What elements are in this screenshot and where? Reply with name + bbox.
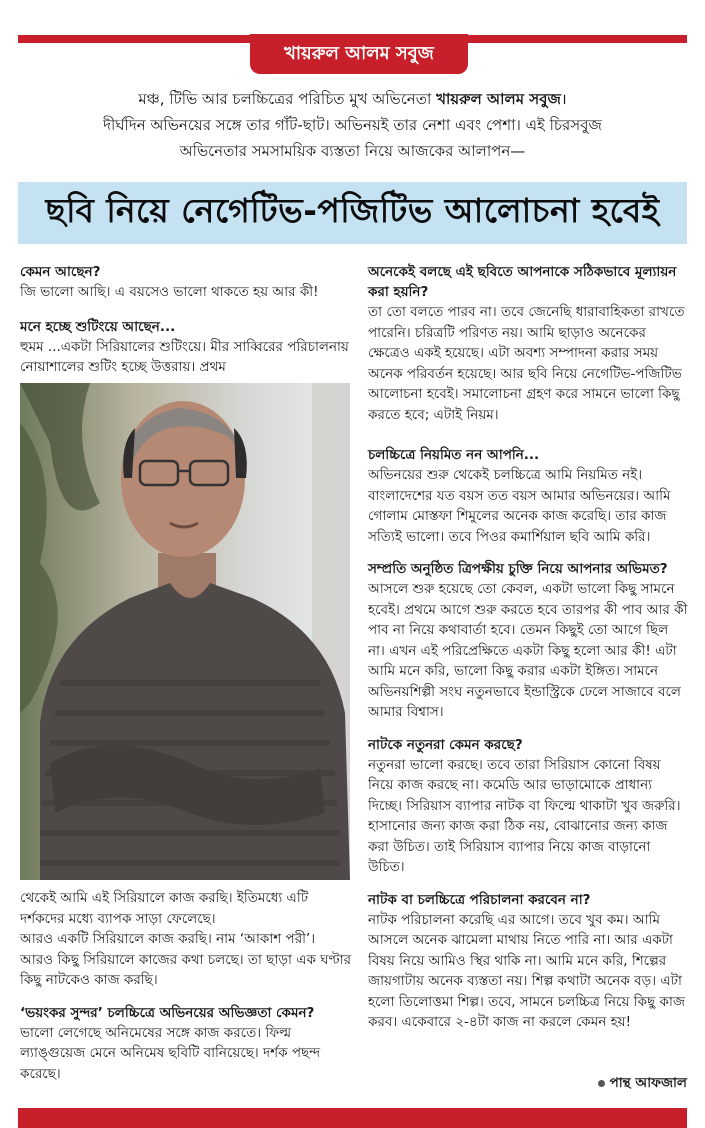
question: অনেকেই বলছে এই ছবিতে আপনাকে সঠিকভাবে মূল্যায়ন করা হয়নি? — [368, 264, 677, 300]
answer: ভালো লেগেছে অনিমেষের সঙ্গে কাজ করতে। ফিল্ম ল্যাঙ্গুয়েজ মেনে অনিমেষ ছবিটি বানিয়েছে। দর্শক পছন্দ করেছে। — [20, 1024, 321, 1082]
question: সম্প্রতি অনুষ্ঠিত ত্রিপক্ষীয় চুক্তি নিয়ে আপনার অভিমত? — [368, 561, 668, 577]
answer: আসলে শুরু হয়েছে তো কেবল, একটা ভালো কিছু সামনে হবেই। প্রথমে আগে শুরু করতে হবে তারপর কী পাব আর কী পাব না নিয়ে কথাবার্তা হবে। তেমন কিছুই তো আগে ছিল না। এখন এই পরিপ্রেক্ষিতে একটা কিছু হলো আর কী! এটা আমি মনে করি, ভালো কিছু করার একটা ইঙ্গিত। সামনে অভিনয়শিল্পী সংঘ নতুনভাবে ইন্ডাস্ট্রিকে ঢেলে সাজাবে বলে আমার বিশ্বাস। — [368, 581, 688, 720]
intro-line-2: দীর্ঘদিন অভিনয়ের সঙ্গে তার গাঁট-ছাট। অভিনয়ই তার নেশা এবং পেশা। এই চিরসবুজ — [103, 116, 602, 134]
question: কেমন আছেন? — [20, 264, 101, 280]
answer: তা তো বলতে পারব না। তবে জেনেছি ধারাবাহিকতা রাখতে পারেনি। চরিত্রটি পরিণত নয়। আমি ছাড়াও অনেকের ক্ষেত্রেও একই হয়েছে। এটা অবশ্য সম্পাদনা করার সময় অনেক পরিবর্তন হয়েছে। আর ছবি নিয়ে নেগেটিভ-পজিটিভ আলোচনা হবেই। সমালোচনা গ্রহণ করে সামনে ভালো কিছু করতে হবে; এটাই নিয়ম। — [368, 304, 685, 423]
intro-paragraph — [20, 86, 685, 164]
question: ‘ভয়ংকর সুন্দর’ চলচ্চিত্রে অভিনয়ের অভিজ্ঞতা কেমন? — [20, 1004, 315, 1021]
left-qa-top — [20, 262, 352, 378]
name-tab-label: খায়রুল আলম সবুজ — [284, 42, 434, 64]
left-qa-bottom — [20, 888, 352, 1084]
name-tab — [250, 34, 468, 74]
question: মনে হচ্ছে শুটিংয়ে আছেন... — [20, 318, 176, 335]
right-qa-column — [368, 262, 688, 1033]
question: নাটকে নতুনরা কেমন করছে? — [368, 736, 523, 753]
answer: নতুনরা ভালো করছে। তবে তারা সিরিয়াস কোনো বিষয় নিয়ে কাজ করছে না। কমেডি আর ভাড়ামোকে প্রাধান্য দিচ্ছে। সিরিয়াস ব্যাপার নাটক বা ফিল্মে থাকাটা খুব জরুরি। হাসানোর জন্য কাজ করা ঠিক নয়, বোঝানোর জন্য কাজ করা উচিত। তাই সিরিয়াস ব্যাপার নিয়ে কাজ বাড়ানো উচিত। — [368, 756, 681, 875]
answer-continued: থেকেই আমি এই সিরিয়ালে কাজ করছি। ইতিমধ্যে এটি দর্শকদের মধ্যে ব্যাপক সাড়া ফেলেছে। — [20, 890, 309, 927]
answer: অভিনয়ের শুরু থেকেই চলচ্চিত্রে আমি নিয়মিত নই। বাংলাদেশের যত বয়স তত বয়স আমার অভিনয়ের। আমি গোলাম মোস্তফা শিমুলের অনেক কাজ করেছি। তার কাজ সত্যিই ভালো। তবে পিওর কমার্শিয়াল ছবি আমি করি। — [368, 467, 671, 545]
portrait-illustration — [20, 383, 350, 880]
intro-line-1 — [20, 86, 685, 112]
intro-text: মঞ্চ, টিভি আর চলচ্চিত্রের পরিচিত মুখ অভিনেতা — [138, 90, 437, 108]
answer: হুমম ...একটা সিরিয়ালের শুটিংয়ে। মীর সাব্বিরের পরিচালনায় নোয়াশালের শুটিং হচ্ছে উত্তরায়। প্রথম — [20, 338, 349, 375]
answer: জি ভালো আছি। এ বয়সেও ভালো থাকতে হয় আর কী! — [20, 284, 319, 300]
bullet-icon — [598, 1080, 605, 1087]
intro-name-bold: খায়রুল আলম সবুজ — [436, 90, 561, 108]
question: চলচ্চিত্রে নিয়মিত নন আপনি... — [368, 447, 540, 463]
intro-line-3: অভিনেতার সমসাময়িক ব্যস্ততা নিয়ে আজকের আলাপন— — [179, 142, 526, 160]
headline-banner — [18, 182, 687, 244]
intro-text-end: । — [560, 90, 567, 108]
author-credit — [598, 1072, 687, 1095]
question: নাটক বা চলচ্চিত্রে পরিচালনা করবেন না? — [368, 891, 591, 908]
answer-continued: আরও একটি সিরিয়ালে কাজ করছি। নাম ‘আকাশ পরী’। আরও কিছু সিরিয়ালে কাজের কথা চলছে। তা ছাড়া এক ঘণ্টার কিছু নাটকেও কাজ করছি। — [20, 931, 352, 988]
portrait-photo — [20, 383, 350, 880]
bottom-red-rule — [18, 1108, 687, 1128]
answer: নাটক পরিচালনা করেছি এর আগে। তবে খুব কম। আমি আসলে অনেক ঝামেলা মাথায় নিতে পারি না। আর একটা বিষয় নিয়ে আমিও স্থির থাকি না। আমি মনে করি, শিল্পের জায়গাটায় অনেক ব্যস্ততা নয়। শিল্প কথাটা অনেক বড়। এটা হলো তিলোত্তমা শিল্প। তবে, সামনে চলচ্চিত্র নিয়ে কিছু কাজ করব। একেবারে ২-৪টা কাজ না করলে কেমন হয়! — [368, 911, 685, 1030]
author-name: পান্থ আফজাল — [609, 1075, 687, 1091]
headline: ছবি নিয়ে নেগেটিভ-পজিটিভ আলোচনা হবেই — [45, 191, 660, 230]
